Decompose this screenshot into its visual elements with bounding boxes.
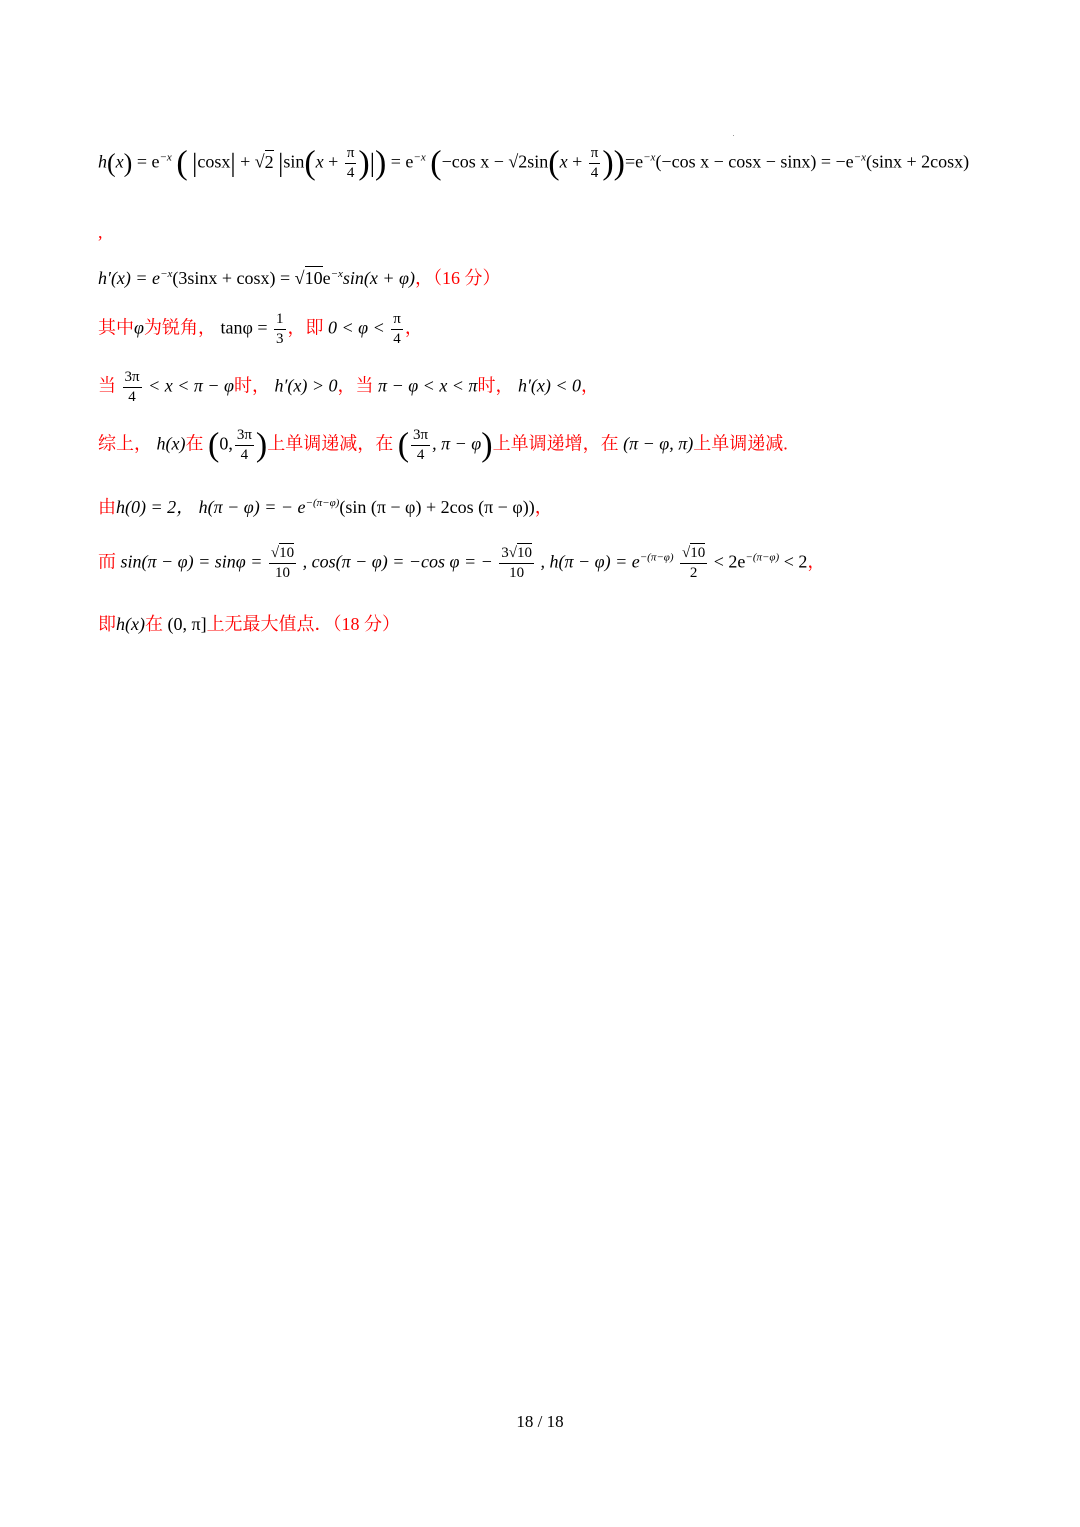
sin-term: sin <box>283 151 305 172</box>
var-x: x <box>115 151 124 172</box>
fraction-sqrt10-2: $\frac{√10}{2}$ <box>682 545 706 581</box>
score-16: ，（16 分） <box>414 268 501 288</box>
sqrt-2: 2 <box>264 151 274 172</box>
derivative-body: (3sinx + cosx) = <box>172 268 291 288</box>
expansion-part4: (sinx + 2cosx) <box>865 151 970 172</box>
fraction-sqrt10-10: $\frac{√10}{10}$ <box>270 545 295 581</box>
page-number: 18 / 18 <box>516 1412 564 1431</box>
fraction-3pi-4-c: $\frac{3\pi}{4}$ <box>413 427 429 463</box>
sqrt-10: 10 <box>304 268 323 288</box>
exponent: −x <box>159 151 172 164</box>
sin-cos-values-line: 而 sin(π − φ) = sinφ = $\frac{√10}{10}$ , cos(π − φ) = −cos φ = − $\frac{3√10}{10}$ , $h(\pi - \varphi) = e^{-(\pi-\varphi)}$ $\frac{√10}{2}$ < $2e^{-(\pi-\varphi)} < 2$， <box>98 545 826 581</box>
h-values-line: 由h(0) = 2， h(π − φ) = − $e^{-(\pi-\varphi)}(\sin$ (π − φ) + 2cos (π − φ))， <box>98 497 553 517</box>
fraction-3pi-4-b: $\frac{3\pi}{4}$ <box>236 427 252 463</box>
phi-definition-line: 其中φ为锐角， tanφ = $\frac{1}{3}$ ，即 0 < φ < $\frac{\pi}{4}$ ， <box>98 311 423 347</box>
neg-cos: −cos x − <box>441 151 504 172</box>
fraction-pi-4-b: $\frac{\pi}{4}$ <box>590 145 599 181</box>
sin-phase: sin(x + φ) <box>342 268 415 288</box>
fraction-3sqrt10-10: $\frac{3√10}{10}$ <box>501 545 532 581</box>
equation-h-expansion: $h(x) = e^{-x}$ ( |cosx| + √2 |sin(x + $\frac{\pi}{4}$ )|) = $e^{-x}$ (−cos x − √2sin(x + $\frac{\pi}{4}$ ))$=e^{-x}(-\cos$ $x - \cos x - \sin x) = -e^{-x}(\sin x + 2\cos x)$ <box>98 144 970 182</box>
fraction-3pi-4: $\frac{3\pi}{4}$ <box>124 369 140 405</box>
cos-term: cosx <box>197 151 231 172</box>
derivative-line: $h'(x) = e^{-x}(3\sin x + \cos x) = √10e^{-x}\sin(x + \varphi)$，（16 分） <box>98 268 501 288</box>
fraction-pi-4: $\frac{\pi}{4}$ <box>346 145 355 181</box>
equals-e-2: =e <box>624 151 644 172</box>
monotonic-intervals-line: 当 $\frac{3\pi}{4}$ < x < π − φ时， h′(x) > 0，当 π − φ < x < π时， h′(x) < 0， <box>98 369 600 405</box>
phi-range: 0 < φ < <box>328 317 385 338</box>
exp-e: e <box>151 151 160 172</box>
expansion-part3: (−cos x − cosx − sinx) = −e <box>655 151 854 172</box>
func-h: h <box>98 151 107 172</box>
sqrt-2-sin: 2sin <box>518 151 549 172</box>
fraction-pi-4-c: $\frac{\pi}{4}$ <box>393 311 401 347</box>
conclusion-line: 即h(x)在 (0, π]上无最大值点．（18 分） <box>98 614 401 634</box>
speck-mark <box>733 135 734 136</box>
score-18: 上无最大值点．（18 分） <box>206 614 401 634</box>
tan-phi: tanφ = <box>220 317 268 338</box>
fraction-1-3: $\frac{1}{3}$ <box>276 311 284 347</box>
comma-line: , <box>98 222 103 242</box>
derivative-lhs: h′(x) = e <box>98 268 161 288</box>
summary-line: 综上， h(x)在 (0, $\frac{3\pi}{4}$ )上单调递减，在 ( $\frac{3\pi}{4}$ , π − φ)上单调递增，在 (π − φ, π)上单调递减. <box>98 426 788 464</box>
equals-e: = e <box>390 151 414 172</box>
